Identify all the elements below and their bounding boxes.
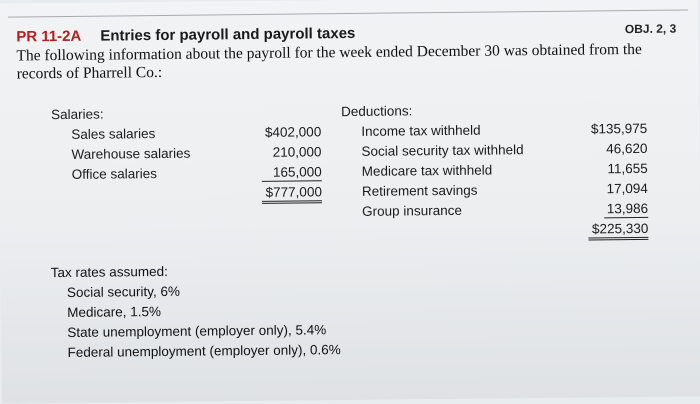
problem-intro: The following information about the payroll for the week ended December 30 was obtained from the records of Pharrell Co.: — [16, 40, 642, 83]
salary-label: Office salaries — [71, 166, 158, 182]
deduction-label: Income tax withheld — [361, 122, 481, 139]
deduction-amount: $135,975 — [590, 120, 648, 137]
salary-amount: $402,000 — [264, 124, 322, 140]
salaries-heading: Salaries: — [51, 106, 104, 123]
salary-amount: 165,000 — [262, 164, 322, 182]
deductions-total: $225,330 — [588, 221, 648, 241]
deduction-label: Social security tax withheld — [361, 142, 524, 159]
problem-title: Entries for payroll and payroll taxes — [100, 24, 356, 45]
deduction-amount: 13,986 — [604, 201, 648, 218]
deduction-amount: 46,620 — [606, 140, 648, 157]
deduction-label: Group insurance — [362, 202, 463, 219]
salaries-total: $777,000 — [262, 184, 322, 204]
deduction-amount: 17,094 — [606, 180, 648, 197]
salary-amount: 210,000 — [272, 144, 322, 160]
deduction-label: Retirement savings — [361, 182, 478, 199]
deduction-label: Medicare tax withheld — [361, 162, 493, 179]
objectives-label: OBJ. 2, 3 — [624, 21, 677, 37]
deduction-amount: 11,655 — [607, 160, 648, 177]
salary-label: Warehouse salaries — [71, 145, 191, 162]
tax-rate-item: Federal unemployment (employer only), 0.6% — [67, 342, 341, 360]
tax-rates-heading: Tax rates assumed: — [50, 263, 168, 281]
problem-code: PR 11-2A — [16, 27, 82, 46]
tax-rate-item: State unemployment (employer only), 5.4% — [67, 322, 327, 340]
tax-rate-item: Social security, 6% — [66, 283, 181, 300]
deductions-heading: Deductions: — [340, 103, 413, 120]
top-rule — [8, 9, 688, 17]
tax-rate-item: Medicare, 1.5% — [67, 303, 162, 320]
salary-label: Sales salaries — [71, 126, 156, 142]
